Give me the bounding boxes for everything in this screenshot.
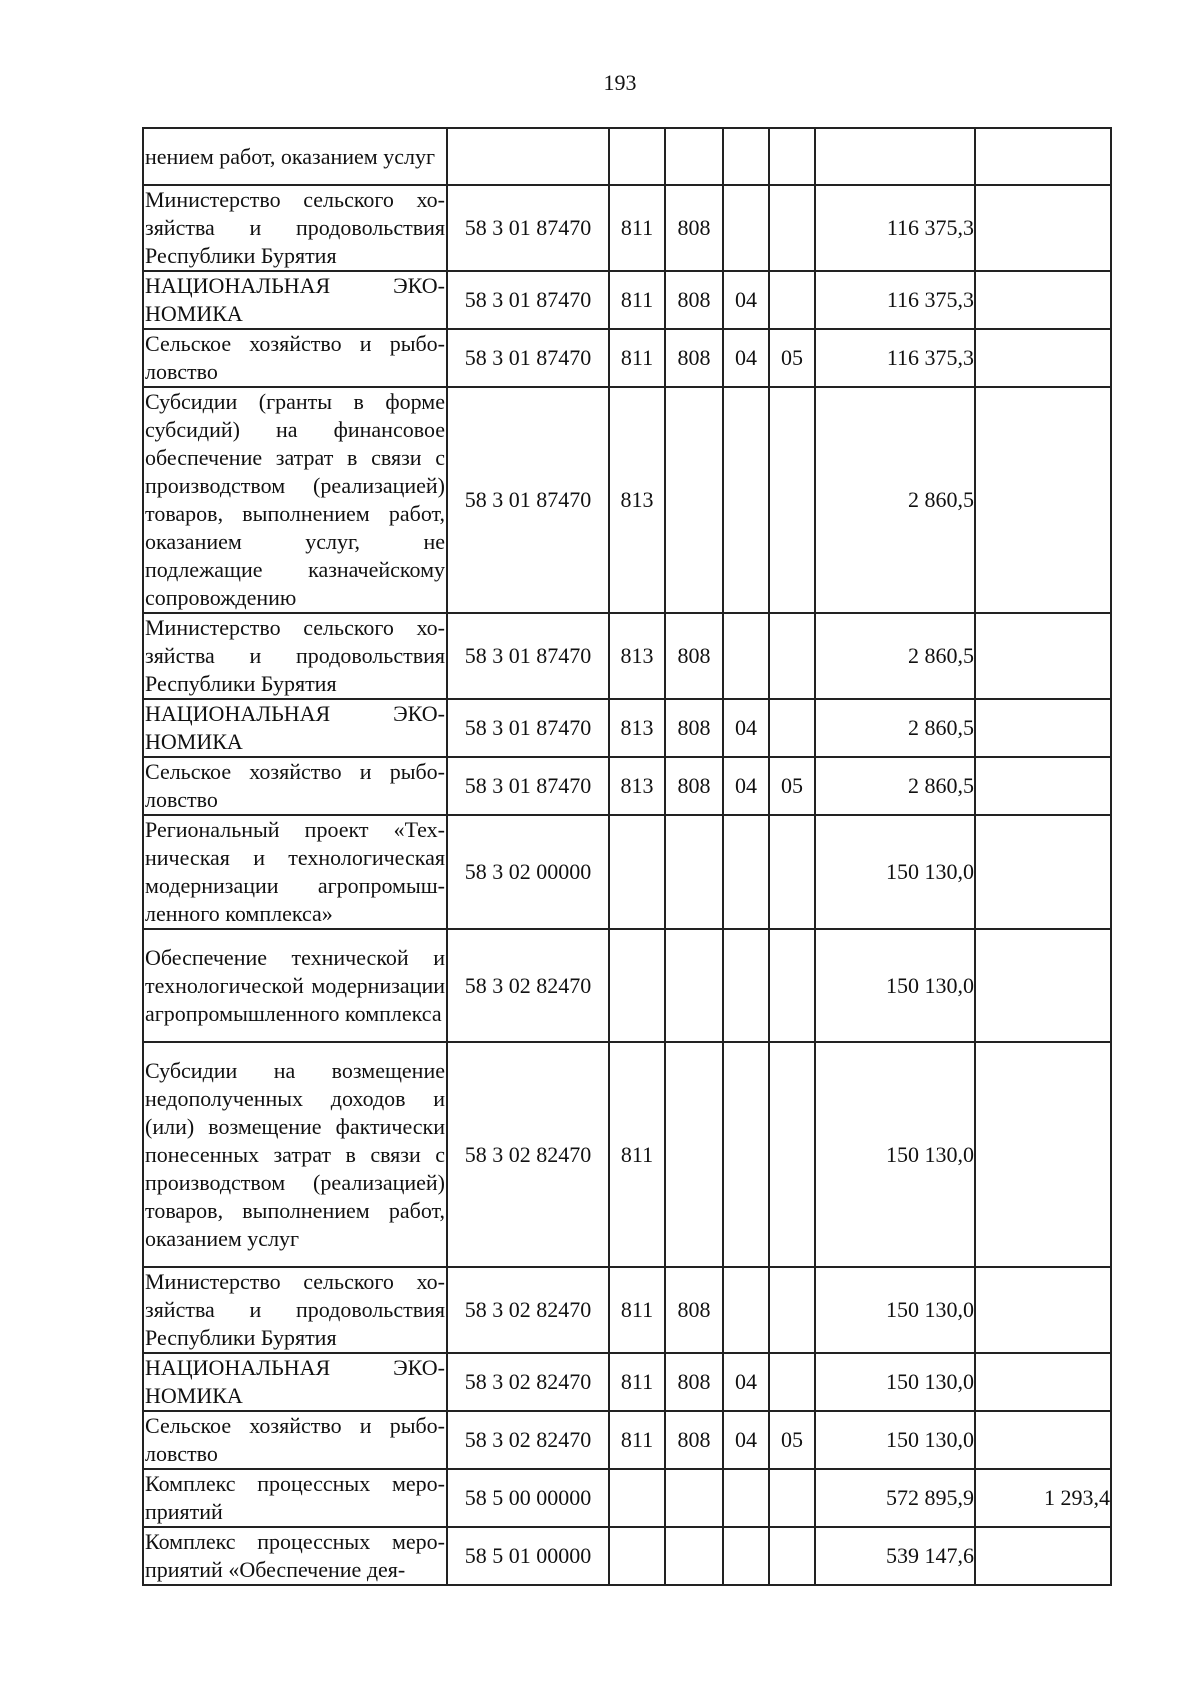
- row-amount: 539 147,6: [815, 1527, 975, 1585]
- row-amount: 150 130,0: [815, 1267, 975, 1353]
- row-extra: [975, 271, 1111, 329]
- row-rz: 04: [723, 699, 769, 757]
- row-rz: [723, 387, 769, 613]
- row-vr: 813: [609, 387, 665, 613]
- row-csr: 58 3 01 87470: [447, 329, 609, 387]
- row-grbs: 808: [665, 329, 723, 387]
- row-grbs: 808: [665, 757, 723, 815]
- table-row: [143, 699, 1111, 757]
- row-amount: 150 130,0: [815, 815, 975, 929]
- row-name: НАЦИОНАЛЬНАЯ ЭКОНОМИКА: [143, 1353, 447, 1411]
- row-extra: [975, 329, 1111, 387]
- table-row: [143, 329, 1111, 387]
- row-amount: 150 130,0: [815, 1042, 975, 1267]
- row-vr: [609, 128, 665, 185]
- row-extra: [975, 128, 1111, 185]
- row-pr: 05: [769, 757, 815, 815]
- row-grbs: [665, 128, 723, 185]
- row-name: Субсидии (гранты в форме субсидий) на финансовое обеспечение затрат в связи с производством (реализацией) товаров, выполнением работ, оказанием услуг, не подлежащие казначейскому сопровождению: [143, 387, 447, 613]
- table-row: [143, 185, 1111, 271]
- row-vr: 811: [609, 1411, 665, 1469]
- row-extra: [975, 387, 1111, 613]
- row-extra: [975, 185, 1111, 271]
- row-amount: 150 130,0: [815, 929, 975, 1042]
- row-pr: [769, 387, 815, 613]
- budget-table: [142, 127, 1112, 1586]
- row-amount: [815, 128, 975, 185]
- row-amount: 2 860,5: [815, 699, 975, 757]
- row-vr: 811: [609, 1353, 665, 1411]
- row-rz: [723, 128, 769, 185]
- row-rz: [723, 185, 769, 271]
- row-pr: [769, 1469, 815, 1527]
- row-csr: 58 3 02 82470: [447, 1267, 609, 1353]
- row-name: Сельское хозяйство и рыболовство: [143, 329, 447, 387]
- row-pr: [769, 1353, 815, 1411]
- table-row: [143, 929, 1111, 1042]
- table-row: [143, 1469, 1111, 1527]
- row-csr: 58 3 02 82470: [447, 929, 609, 1042]
- row-rz: [723, 1527, 769, 1585]
- row-grbs: [665, 929, 723, 1042]
- row-pr: [769, 1527, 815, 1585]
- row-pr: 05: [769, 329, 815, 387]
- row-csr: 58 3 01 87470: [447, 387, 609, 613]
- row-rz: 04: [723, 757, 769, 815]
- row-name: Сельское хозяйство и рыболовство: [143, 1411, 447, 1469]
- row-name: нением работ, оказанием услуг: [143, 128, 447, 185]
- row-vr: 811: [609, 1267, 665, 1353]
- row-csr: 58 3 02 00000: [447, 815, 609, 929]
- row-csr: 58 3 01 87470: [447, 699, 609, 757]
- row-name: НАЦИОНАЛЬНАЯ ЭКОНОМИКА: [143, 699, 447, 757]
- row-grbs: [665, 387, 723, 613]
- row-rz: [723, 1042, 769, 1267]
- row-rz: [723, 613, 769, 699]
- row-pr: [769, 815, 815, 929]
- row-grbs: [665, 1527, 723, 1585]
- table-row: [143, 1353, 1111, 1411]
- row-grbs: 808: [665, 1411, 723, 1469]
- table-row: [143, 613, 1111, 699]
- row-extra: [975, 815, 1111, 929]
- row-vr: 813: [609, 699, 665, 757]
- row-extra: 1 293,4: [975, 1469, 1111, 1527]
- row-grbs: 808: [665, 699, 723, 757]
- row-csr: 58 3 01 87470: [447, 613, 609, 699]
- row-pr: [769, 1267, 815, 1353]
- row-grbs: 808: [665, 185, 723, 271]
- row-vr: 813: [609, 613, 665, 699]
- table-row: [143, 1411, 1111, 1469]
- row-rz: 04: [723, 329, 769, 387]
- row-name: Министерство сельского хозяйства и продовольствия Республики Бурятия: [143, 185, 447, 271]
- row-name: Обеспечение технической и технологической модернизации агропромышленного комплекса: [143, 929, 447, 1042]
- row-vr: 811: [609, 185, 665, 271]
- row-pr: [769, 1042, 815, 1267]
- row-amount: 116 375,3: [815, 185, 975, 271]
- row-rz: [723, 1469, 769, 1527]
- row-amount: 116 375,3: [815, 329, 975, 387]
- row-rz: [723, 929, 769, 1042]
- row-pr: [769, 271, 815, 329]
- row-extra: [975, 757, 1111, 815]
- row-name: Министерство сельского хозяйства и продовольствия Республики Бурятия: [143, 613, 447, 699]
- row-amount: 2 860,5: [815, 757, 975, 815]
- row-grbs: 808: [665, 613, 723, 699]
- row-pr: 05: [769, 1411, 815, 1469]
- row-pr: [769, 613, 815, 699]
- row-extra: [975, 1353, 1111, 1411]
- row-name: Субсидии на возмещение недополученных доходов и (или) возмещение фактически понесенных затрат в связи с производством (реализацией) товаров, выполнением работ, оказанием услуг: [143, 1042, 447, 1267]
- row-grbs: [665, 815, 723, 929]
- row-vr: [609, 1469, 665, 1527]
- row-csr: 58 5 00 00000: [447, 1469, 609, 1527]
- row-extra: [975, 699, 1111, 757]
- table-row: [143, 815, 1111, 929]
- row-vr: 813: [609, 757, 665, 815]
- row-pr: [769, 185, 815, 271]
- row-rz: [723, 1267, 769, 1353]
- row-vr: 811: [609, 1042, 665, 1267]
- row-vr: 811: [609, 329, 665, 387]
- row-csr: 58 3 02 82470: [447, 1353, 609, 1411]
- row-amount: 2 860,5: [815, 613, 975, 699]
- row-grbs: [665, 1469, 723, 1527]
- row-extra: [975, 613, 1111, 699]
- row-pr: [769, 699, 815, 757]
- row-extra: [975, 1527, 1111, 1585]
- table-row: [143, 1267, 1111, 1353]
- row-vr: [609, 929, 665, 1042]
- row-name: Сельское хозяйство и рыболовство: [143, 757, 447, 815]
- row-amount: 572 895,9: [815, 1469, 975, 1527]
- table-row: [143, 1527, 1111, 1585]
- row-csr: 58 3 01 87470: [447, 185, 609, 271]
- row-name: НАЦИОНАЛЬНАЯ ЭКОНОМИКА: [143, 271, 447, 329]
- row-grbs: 808: [665, 271, 723, 329]
- page-number: 193: [603, 70, 637, 95]
- row-grbs: [665, 1042, 723, 1267]
- row-amount: 150 130,0: [815, 1353, 975, 1411]
- row-vr: [609, 815, 665, 929]
- row-grbs: 808: [665, 1353, 723, 1411]
- row-extra: [975, 929, 1111, 1042]
- row-rz: 04: [723, 1353, 769, 1411]
- row-name: Комплекс процессных мероприятий «Обеспечение дея-: [143, 1527, 447, 1585]
- row-amount: 116 375,3: [815, 271, 975, 329]
- row-pr: [769, 929, 815, 1042]
- row-csr: 58 3 01 87470: [447, 271, 609, 329]
- table-row: [143, 757, 1111, 815]
- row-csr: [447, 128, 609, 185]
- row-name: Комплекс процессных мероприятий: [143, 1469, 447, 1527]
- row-name: Министерство сельского хозяйства и продовольствия Республики Бурятия: [143, 1267, 447, 1353]
- row-csr: 58 3 01 87470: [447, 757, 609, 815]
- row-pr: [769, 128, 815, 185]
- table-row: [143, 128, 1111, 185]
- row-amount: 2 860,5: [815, 387, 975, 613]
- row-rz: [723, 815, 769, 929]
- row-csr: 58 3 02 82470: [447, 1042, 609, 1267]
- row-vr: [609, 1527, 665, 1585]
- table-row: [143, 1042, 1111, 1267]
- row-csr: 58 3 02 82470: [447, 1411, 609, 1469]
- row-rz: 04: [723, 271, 769, 329]
- row-amount: 150 130,0: [815, 1411, 975, 1469]
- table-row: [143, 271, 1111, 329]
- row-extra: [975, 1042, 1111, 1267]
- row-extra: [975, 1411, 1111, 1469]
- row-rz: 04: [723, 1411, 769, 1469]
- row-grbs: 808: [665, 1267, 723, 1353]
- row-vr: 811: [609, 271, 665, 329]
- table-row: [143, 387, 1111, 613]
- row-name: Региональный проект «Техническая и технологическая модернизации агропромышленного комплекса»: [143, 815, 447, 929]
- row-csr: 58 5 01 00000: [447, 1527, 609, 1585]
- row-extra: [975, 1267, 1111, 1353]
